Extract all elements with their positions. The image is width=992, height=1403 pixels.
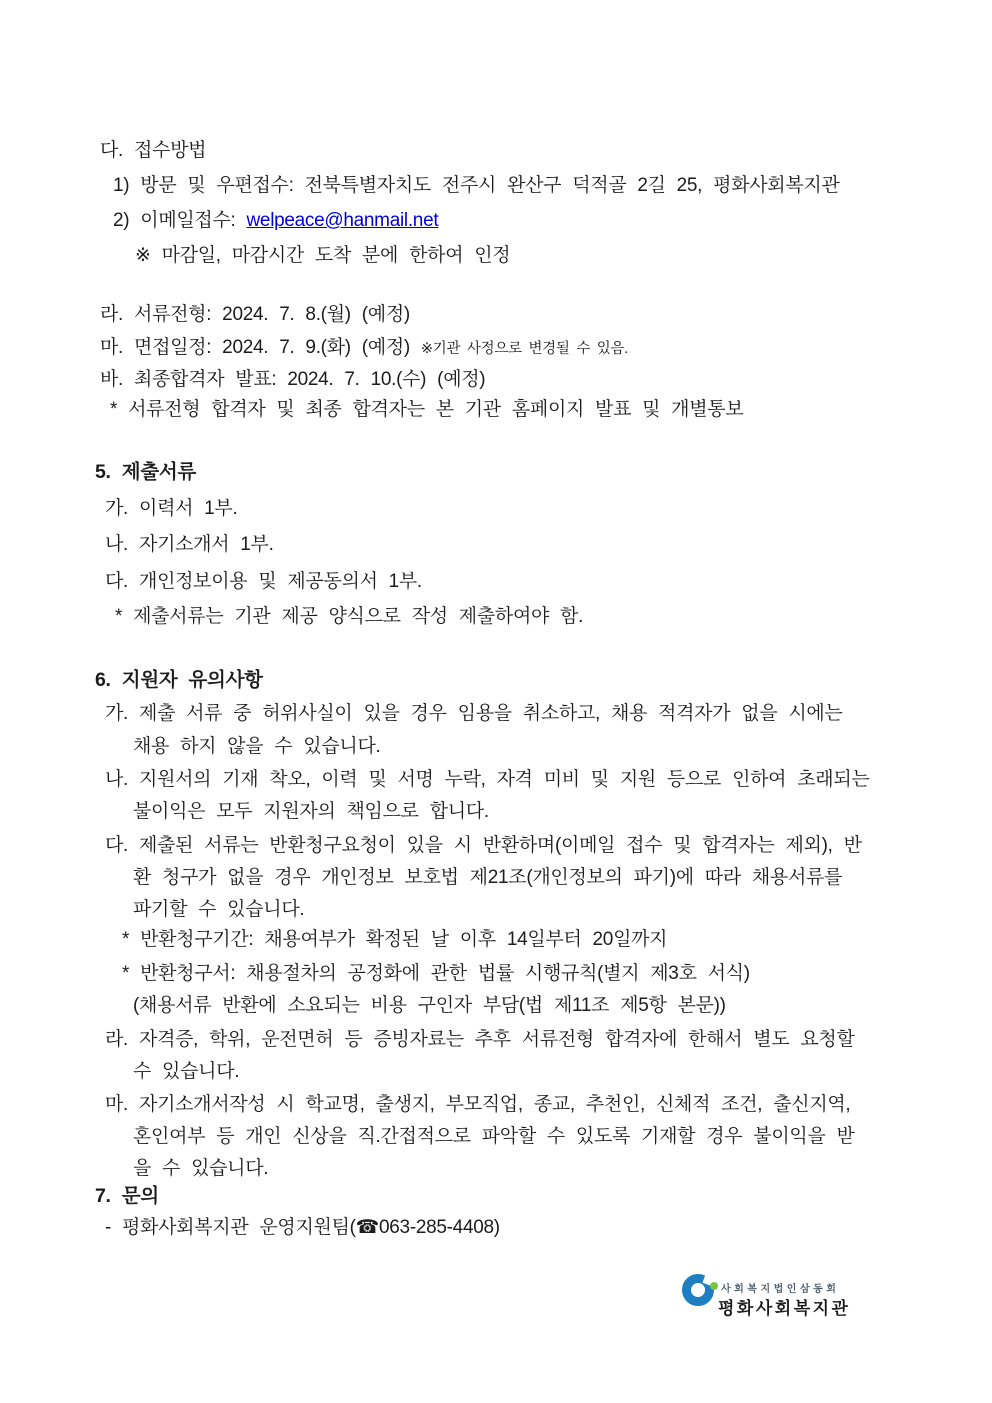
notes-line: 채용 하지 않을 수 있습니다. bbox=[133, 736, 381, 757]
notes-line: 마. 자기소개서작성 시 학교명, 출생지, 부모직업, 종교, 추천인, 신체적 조건, 출신지역, bbox=[105, 1094, 851, 1115]
submission-title: 5. 제출서류 bbox=[95, 461, 196, 483]
submission-item-resume: 가. 이력서 1부. bbox=[105, 498, 238, 519]
notes-line: 나. 지원서의 기재 착오, 이력 및 서명 누락, 자격 미비 및 지원 등으로 인하여 초래되는 bbox=[105, 769, 870, 790]
notes-line: 을 수 있습니다. bbox=[133, 1158, 269, 1179]
logo-organization-name: 평화사회복지관 bbox=[718, 1299, 851, 1318]
schedule-final-announcement: 바. 최종합격자 발표: 2024. 7. 10.(수) (예정) bbox=[100, 369, 486, 390]
notes-line: 다. 제출된 서류는 반환청구요청이 있을 시 반환하며(이메일 접수 및 합격자는 제외), 반 bbox=[105, 835, 862, 856]
schedule-interview-line bbox=[100, 336, 628, 361]
submission-note: * 제출서류는 기관 제공 양식으로 작성 제출하여야 함. bbox=[115, 606, 584, 627]
receipt-visit-line: 1) 방문 및 우편접수: 전북특별자치도 전주시 완산구 덕적골 2길 25, 평화사회복지관 bbox=[113, 175, 840, 196]
notes-line: 파기할 수 있습니다. bbox=[133, 899, 305, 920]
receipt-email-line bbox=[113, 209, 438, 233]
notes-line: 가. 제출 서류 중 허위사실이 있을 경우 임용을 취소하고, 채용 적격자가 없을 시에는 bbox=[105, 703, 843, 724]
notes-line: 불이익은 모두 지원자의 책임으로 합니다. bbox=[133, 801, 489, 822]
notes-line: (채용서류 반환에 소요되는 비용 구인자 부담(법 제11조 제5항 본문)) bbox=[133, 995, 726, 1016]
schedule-notice: * 서류전형 합격자 및 최종 합격자는 본 기관 홈페이지 발표 및 개별통보 bbox=[110, 399, 744, 420]
receipt-method-heading: 다. 접수방법 bbox=[100, 140, 207, 161]
organization-logo bbox=[680, 1268, 910, 1324]
schedule-interview-note: ※기관 사정으로 변경될 수 있음. bbox=[420, 341, 628, 357]
logo-green-dot-icon bbox=[710, 1282, 718, 1290]
receipt-email-prefix: 2) 이메일접수: bbox=[113, 210, 247, 231]
inquiry-title: 7. 문의 bbox=[95, 1185, 159, 1207]
receipt-deadline-note: ※ 마감일, 마감시간 도착 분에 한하여 인정 bbox=[135, 245, 511, 266]
notes-title: 6. 지원자 유의사항 bbox=[95, 669, 263, 691]
notes-line: * 반환청구서: 채용절차의 공정화에 관한 법률 시행규칙(별지 제3호 서식) bbox=[122, 963, 750, 984]
submission-item-privacy-consent: 다. 개인정보이용 및 제공동의서 1부. bbox=[105, 571, 422, 592]
submission-item-cover-letter: 나. 자기소개서 1부. bbox=[105, 534, 274, 555]
inquiry-contact: - 평화사회복지관 운영지원팀(☎063-285-4408) bbox=[105, 1217, 500, 1238]
notes-line: 수 있습니다. bbox=[133, 1061, 240, 1082]
schedule-interview: 마. 면접일정: 2024. 7. 9.(화) (예정) bbox=[100, 337, 421, 358]
schedule-document-screening: 라. 서류전형: 2024. 7. 8.(월) (예정) bbox=[100, 304, 410, 325]
logo-foundation-name: 사회복지법인삼동회 bbox=[721, 1284, 840, 1295]
email-link[interactable]: welpeace@hanmail.net bbox=[246, 210, 439, 231]
notes-line: 라. 자격증, 학위, 운전면허 등 증빙자료는 추후 서류전형 합격자에 한해서 별도 요청할 bbox=[105, 1029, 855, 1050]
notes-line: 환 청구가 없을 경우 개인정보 보호법 제21조(개인정보의 파기)에 따라 채용서류를 bbox=[133, 867, 843, 888]
notes-line: * 반환청구기간: 채용여부가 확정된 날 이후 14일부터 20일까지 bbox=[122, 929, 668, 950]
notes-line: 혼인여부 등 개인 신상을 직.간접적으로 파악할 수 있도록 기재할 경우 불이익을 받 bbox=[133, 1126, 855, 1147]
